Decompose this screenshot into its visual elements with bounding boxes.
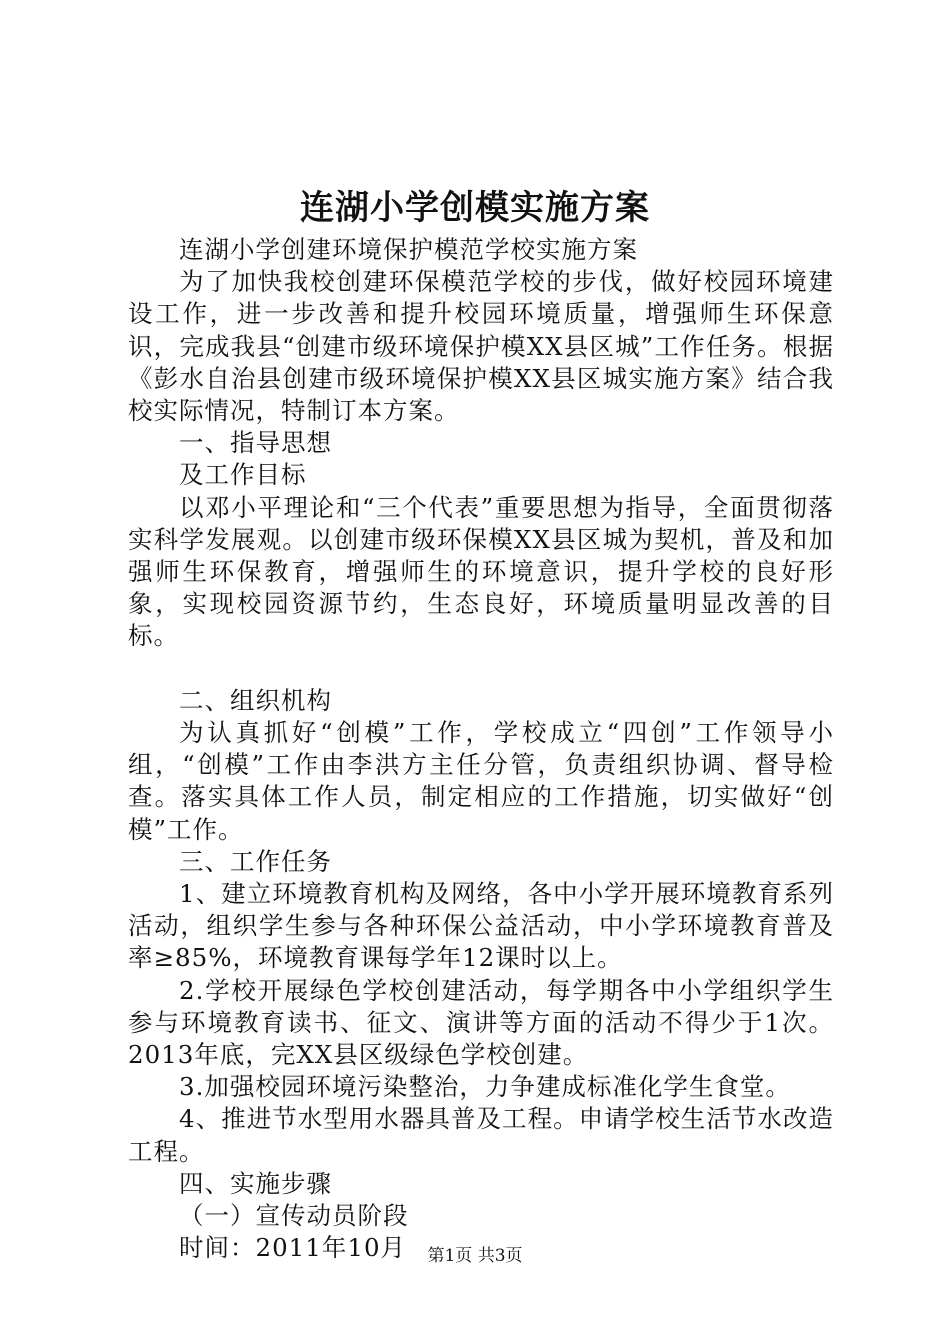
task-item-3: 3.加强校园环境污染整治，力争建成标准化学生食堂。 [179,1072,791,1102]
task-item-2: 2.学校开展绿色学校创建活动，每学期各中小学组织学生参与环境教育读书、征文、演讲等方面的活动不得少于1次。2013年底，完XX县区级绿色学校创建。 [128,975,834,1070]
task-item-4: 4、推进节水型用水器具普及工程。申请学校生活节水改造工程。 [128,1104,834,1166]
section-heading-organization: 二、组织机构 [179,685,332,715]
document-body [128,234,834,1264]
section-heading-steps: 四、实施步骤 [179,1168,332,1198]
document-title: 连湖小学创模实施方案 [300,188,650,228]
section-heading-tasks: 三、工作任务 [179,846,332,876]
organization-paragraph: 为认真抓好“创模”工作，学校成立“四创”工作领导小组，“创模”工作由李洪方主任分管，负责组织协调、督导检查。落实具体工作人员，制定相应的工作措施，切实做好“创模”工作。 [128,718,834,844]
subtitle-paragraph: 连湖小学创建环境保护模范学校实施方案 [179,235,638,264]
task-item-1: 1、建立环境教育机构及网络，各中小学开展环境教育系列活动，组织学生参与各种环保公益活动，中小学环境教育普及率≥85%，环境教育课每学年12课时以上。 [128,879,834,973]
section-heading-guiding-thought: 一、指导思想 [179,428,332,458]
section-heading-work-goals: 及工作目标 [179,460,307,490]
guiding-thought-paragraph: 以邓小平理论和“三个代表”重要思想为指导，全面贯彻落实科学发展观。以创建市级环保模XX县区城为契机，普及和加强师生环保教育，增强师生的环境意识，提升学校的良好形象，实现校园资源节约，生态良好，环境质量明显改善的目标。 [128,492,834,651]
step-heading-publicity: （一）宣传动员阶段 [179,1201,409,1231]
step-time: 时间：2011年10月 [179,1233,407,1263]
page-footer: 第1页 共3页 [427,1246,523,1266]
blank-line [128,653,834,685]
intro-paragraph: 为了加快我校创建环保模范学校的步伐，做好校园环境建设工作，进一步改善和提升校园环境质量，增强师生环保意识，完成我县“创建市级环境保护模XX县区城”工作任务。根据《彭水自治县创建市级环境保护模XX县区城实施方案》结合我校实际情况，特制订本方案。 [128,267,834,426]
